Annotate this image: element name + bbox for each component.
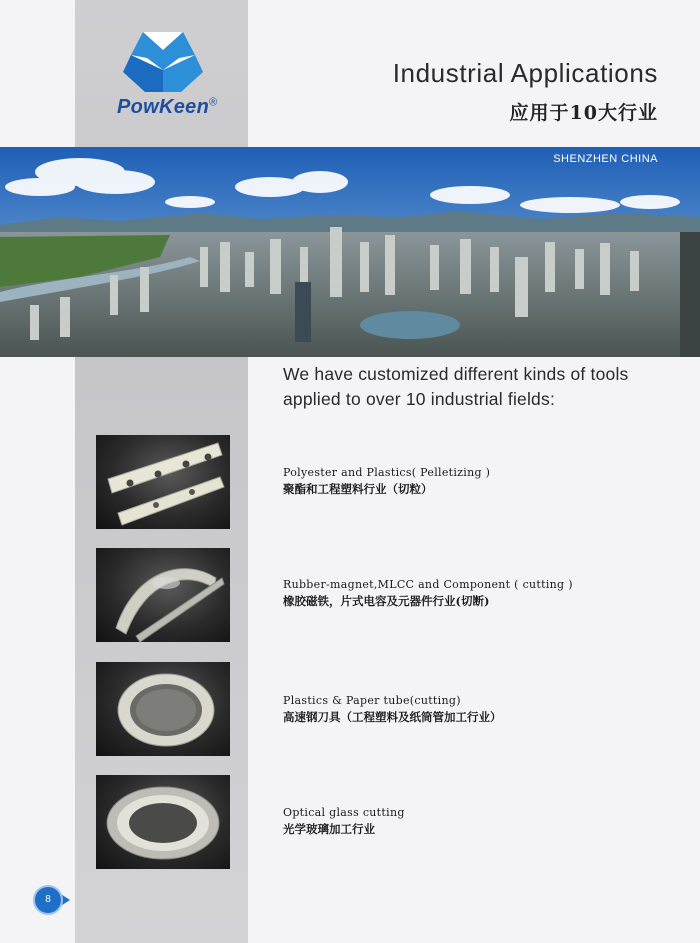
page-subtitle: 应用于10大行业 (509, 102, 658, 124)
application-item-1 (283, 466, 490, 497)
application-title-zh: 高速钢刀具（工程塑料及纸筒管加工行业） (283, 710, 502, 724)
logo-cube-icon (103, 20, 223, 100)
banner-location-label: SHENZHEN CHINA (553, 153, 658, 165)
application-title-en: Plastics & Paper tube(cutting) (283, 694, 461, 707)
magnet-cutting-blade-photo (96, 548, 230, 642)
application-title-en: Rubber-magnet,MLCC and Component ( cutting ) (283, 578, 573, 591)
application-title-en: Optical glass cutting (283, 806, 405, 819)
brand-name (117, 96, 218, 119)
application-title-zh: 橡胶磁铁，片式电容及元器件行业(切断) (283, 594, 490, 608)
city-skyline-photo (0, 147, 700, 357)
application-item-2 (283, 578, 573, 609)
glass-cutting-wheel-photo (96, 775, 230, 869)
intro-line-2: applied to over 10 industrial fields: (283, 389, 556, 409)
application-title-zh: 光学玻璃加工行业 (283, 822, 375, 836)
pelletizing-blade-photo (96, 435, 230, 529)
application-item-4 (283, 806, 405, 837)
brand-name-text: PowKeen (117, 96, 210, 118)
registered-mark: ® (209, 96, 218, 109)
application-title-zh: 聚酯和工程塑料行业（切粒） (283, 482, 433, 496)
application-title-en: Polyester and Plastics( Pelletizing ) (283, 466, 491, 479)
page-number: 8 (35, 887, 61, 913)
application-item-3 (283, 694, 502, 725)
intro-text (283, 362, 673, 412)
intro-line-1: We have customized different kinds of tools (283, 364, 629, 384)
circular-knife-photo (96, 662, 230, 756)
page-title: Industrial Applications (392, 58, 658, 88)
